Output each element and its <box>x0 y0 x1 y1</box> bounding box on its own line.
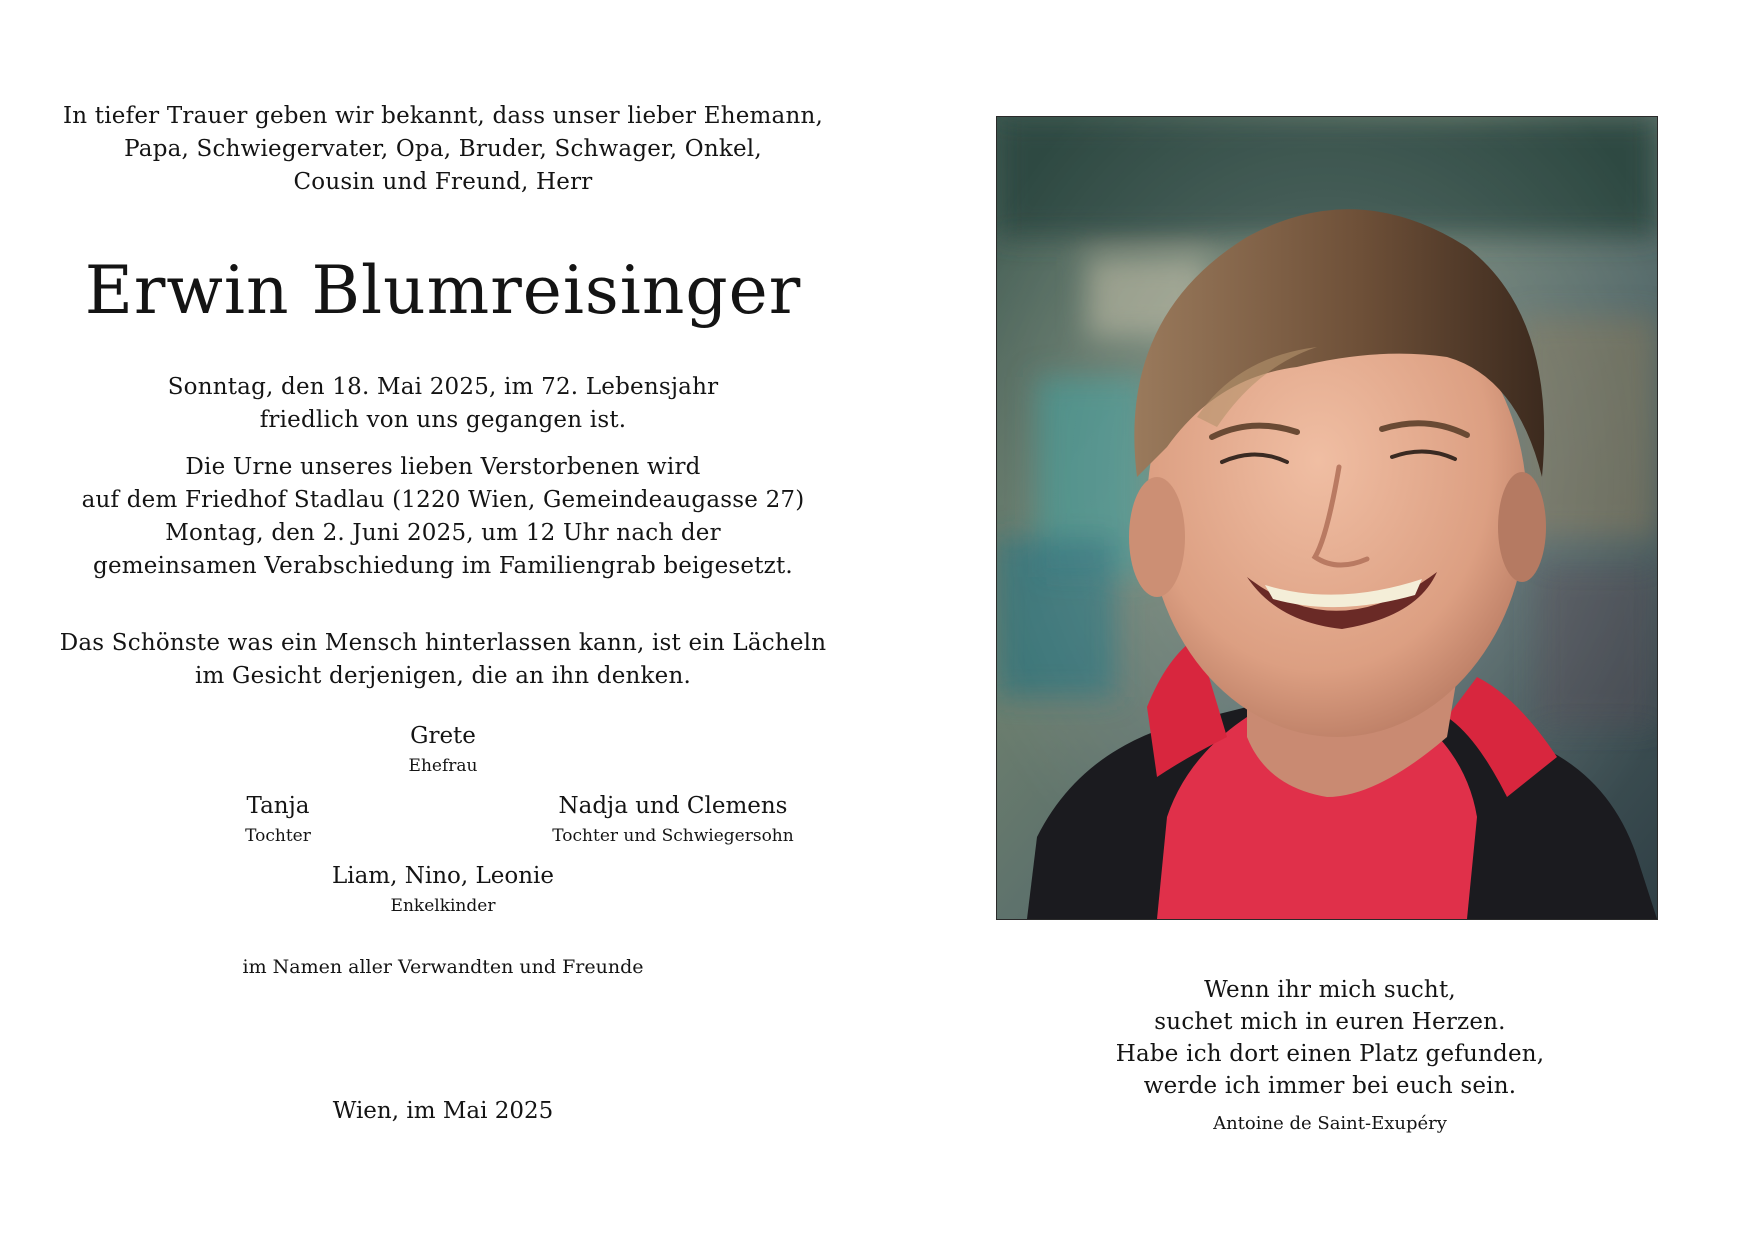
quote-line: Das Schönste was ein Mensch hinterlassen kann, ist ein Lächeln <box>59 630 827 656</box>
member-role: Ehefrau <box>408 756 478 776</box>
death-line: Sonntag, den 18. Mai 2025, im 72. Lebensjahr <box>167 374 719 400</box>
portrait-image <box>997 117 1657 919</box>
left-column <box>48 100 838 1126</box>
poem-line: Habe ich dort einen Platz gefunden, <box>1115 1041 1545 1067</box>
intro-line: Cousin und Freund, Herr <box>293 169 593 195</box>
family-member-grandchildren <box>48 861 838 917</box>
member-name: Grete <box>410 723 476 749</box>
burial-line: Montag, den 2. Juni 2025, um 12 Uhr nach der <box>165 520 721 546</box>
poem-line: werde ich immer bei euch sein. <box>1143 1073 1517 1099</box>
family-member-grete <box>48 721 838 777</box>
death-line: friedlich von uns gegangen ist. <box>259 407 627 433</box>
quote-line: im Gesicht derjenigen, die an ihn denken. <box>194 663 692 689</box>
smile-quote <box>48 627 838 693</box>
burial-line: auf dem Friedhof Stadlau (1220 Wien, Gemeindeaugasse 27) <box>81 487 805 513</box>
family-list <box>48 721 838 946</box>
poem-line: Wenn ihr mich sucht, <box>1204 977 1456 1003</box>
poem-line: suchet mich in euren Herzen. <box>1154 1009 1506 1035</box>
deceased-name: Erwin Blumreisinger <box>84 252 802 329</box>
family-member-nadja-clemens <box>508 791 838 847</box>
death-announcement <box>48 371 838 437</box>
place-date: Wien, im Mai 2025 <box>332 1098 554 1124</box>
intro-line: Papa, Schwiegervater, Opa, Bruder, Schwager, Onkel, <box>124 136 762 162</box>
family-member-tanja <box>178 791 378 847</box>
portrait-photo <box>996 116 1658 920</box>
burial-line: gemeinsamen Verabschiedung im Familiengrab beigesetzt. <box>93 553 793 579</box>
member-name: Nadja und Clemens <box>558 793 788 819</box>
relatives-note: im Namen aller Verwandten und Freunde <box>242 956 644 978</box>
burial-details <box>48 451 838 583</box>
member-role: Enkelkinder <box>390 896 496 916</box>
member-role: Tochter <box>245 826 311 846</box>
intro-text <box>48 100 838 199</box>
member-name: Tanja <box>246 793 310 819</box>
member-name: Liam, Nino, Leonie <box>331 863 555 889</box>
right-column <box>1000 974 1660 1136</box>
poem-author: Antoine de Saint-Exupéry <box>1213 1113 1447 1134</box>
burial-line: Die Urne unseres lieben Verstorbenen wird <box>185 454 701 480</box>
intro-line: In tiefer Trauer geben wir bekannt, dass unser lieber Ehemann, <box>63 103 823 129</box>
member-role: Tochter und Schwiegersohn <box>552 826 794 846</box>
